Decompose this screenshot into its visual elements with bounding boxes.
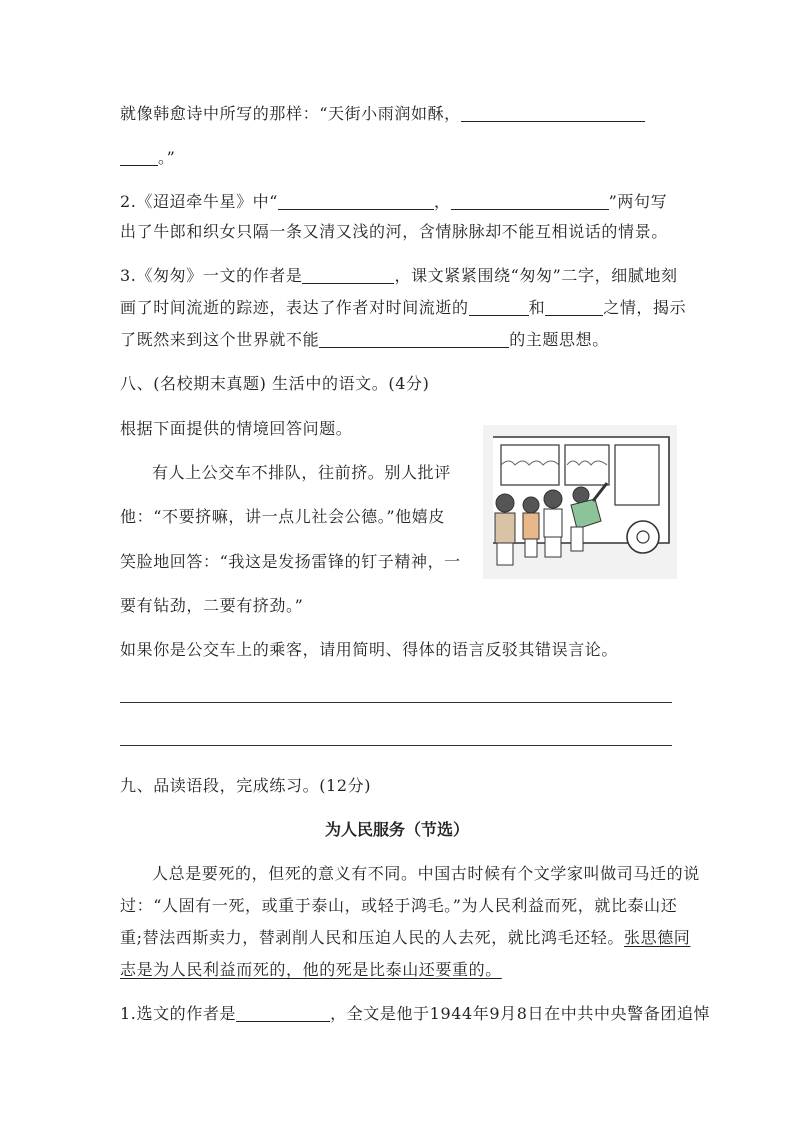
q7-line-1 [120,104,645,124]
q7-item3-line2 [120,298,686,318]
passenger-figure [495,494,515,565]
answer-blank[interactable] [120,150,158,166]
q7-item2-line2 [120,222,668,242]
q7-item2-text-d: 出了牛郎和织女只隔一条又清又浅的河，含情脉脉却不能互相说话的情景。 [120,222,668,241]
q7-item2-text-c: ”两句写 [608,192,668,211]
passenger-figure [523,497,539,557]
underlined-sentence: 张思德同 [624,928,691,947]
q7-line-2 [120,148,175,168]
q7-item3-text-g: 的主题思想。 [509,330,609,349]
q7-item3-line3 [120,330,609,350]
q7-item3-text-e: 之情，揭示 [603,298,687,317]
q7-line-1-text: 就像韩愈诗中所写的那样：“天街小雨润如酥， [120,104,461,123]
q7-item3-text-a: 3.《匆匆》一文的作者是 [120,266,303,285]
answer-line[interactable] [120,745,672,746]
q9-item1 [120,1004,710,1024]
q9-para-line [120,928,690,948]
q7-item3-text-d: 和 [528,298,546,317]
q8-passage-line: 笑脸地回答：“我这是发扬雷锋的钉子精神，一 [120,552,461,571]
q8-passage-line: 他：“不要挤嘛，讲一点儿社会公德。”他嬉皮 [120,507,445,526]
q8-heading: 八、(名校期末真题) 生活中的语文。(4分) [120,374,430,393]
q9-item1-text-a: 1.选文的作者是 [120,1004,237,1023]
answer-blank[interactable] [319,332,509,348]
q9-para-line [120,960,502,980]
answer-blank[interactable] [451,194,609,210]
q7-item2-line1 [120,192,667,212]
q7-item2-text-a: 2.《迢迢牵牛星》中“ [120,192,279,211]
answer-line[interactable] [120,702,672,703]
q9-heading: 九、品读语段，完成练习。(12分) [120,776,372,795]
underlined-sentence: 志是为人民利益而死的，他的死是比泰山还要重的。 [120,960,502,979]
answer-blank[interactable] [302,268,394,284]
answer-blank[interactable] [461,106,645,122]
q9-item1-text-b: ，全文是他于1944年9月8日在中共中央警备团追悼 [330,1004,711,1023]
passage-title: 为人民服务（节选） [324,820,469,839]
answer-blank[interactable] [469,300,529,316]
q7-item3-text-c: 画了时间流逝的踪迹，表达了作者对时间流逝的 [120,298,469,317]
q8-intro: 根据下面提供的情境回答问题。 [120,419,353,438]
q7-item3-text-b: ，课文紧紧围绕“匆匆”二字，细腻地刻 [394,266,678,285]
q9-para-text: 重;替法西斯卖力，替剥削人民和压迫人民的人去死，就比鸿毛还轻。 [120,928,624,947]
q7-item3-text-f: 了既然来到这个世界就不能 [120,330,320,349]
passenger-figure [544,490,562,557]
q7-item2-text-b: ， [434,192,451,211]
q9-para-line: 过：“人固有一死，或重于泰山，或轻于鸿毛。”为人民利益而死，就比泰山还 [120,896,678,915]
answer-blank[interactable] [545,300,603,316]
q9-para-line: 人总是要死的，但死的意义有不同。中国古时候有个文学家叫做司马迁的说 [152,864,700,883]
q7-item3-line1 [120,266,678,286]
q7-line-2-end: 。” [158,148,176,167]
q8-prompt: 如果你是公交车上的乘客，请用简明、得体的语言反驳其错误言论。 [120,640,619,659]
q8-passage-line: 要有钻劲，二要有挤劲。” [120,596,304,615]
bus-illustration [483,425,677,579]
q8-passage-line: 有人上公交车不排队，往前挤。别人批评 [152,463,451,482]
answer-blank[interactable] [278,194,434,210]
answer-blank[interactable] [236,1006,330,1022]
